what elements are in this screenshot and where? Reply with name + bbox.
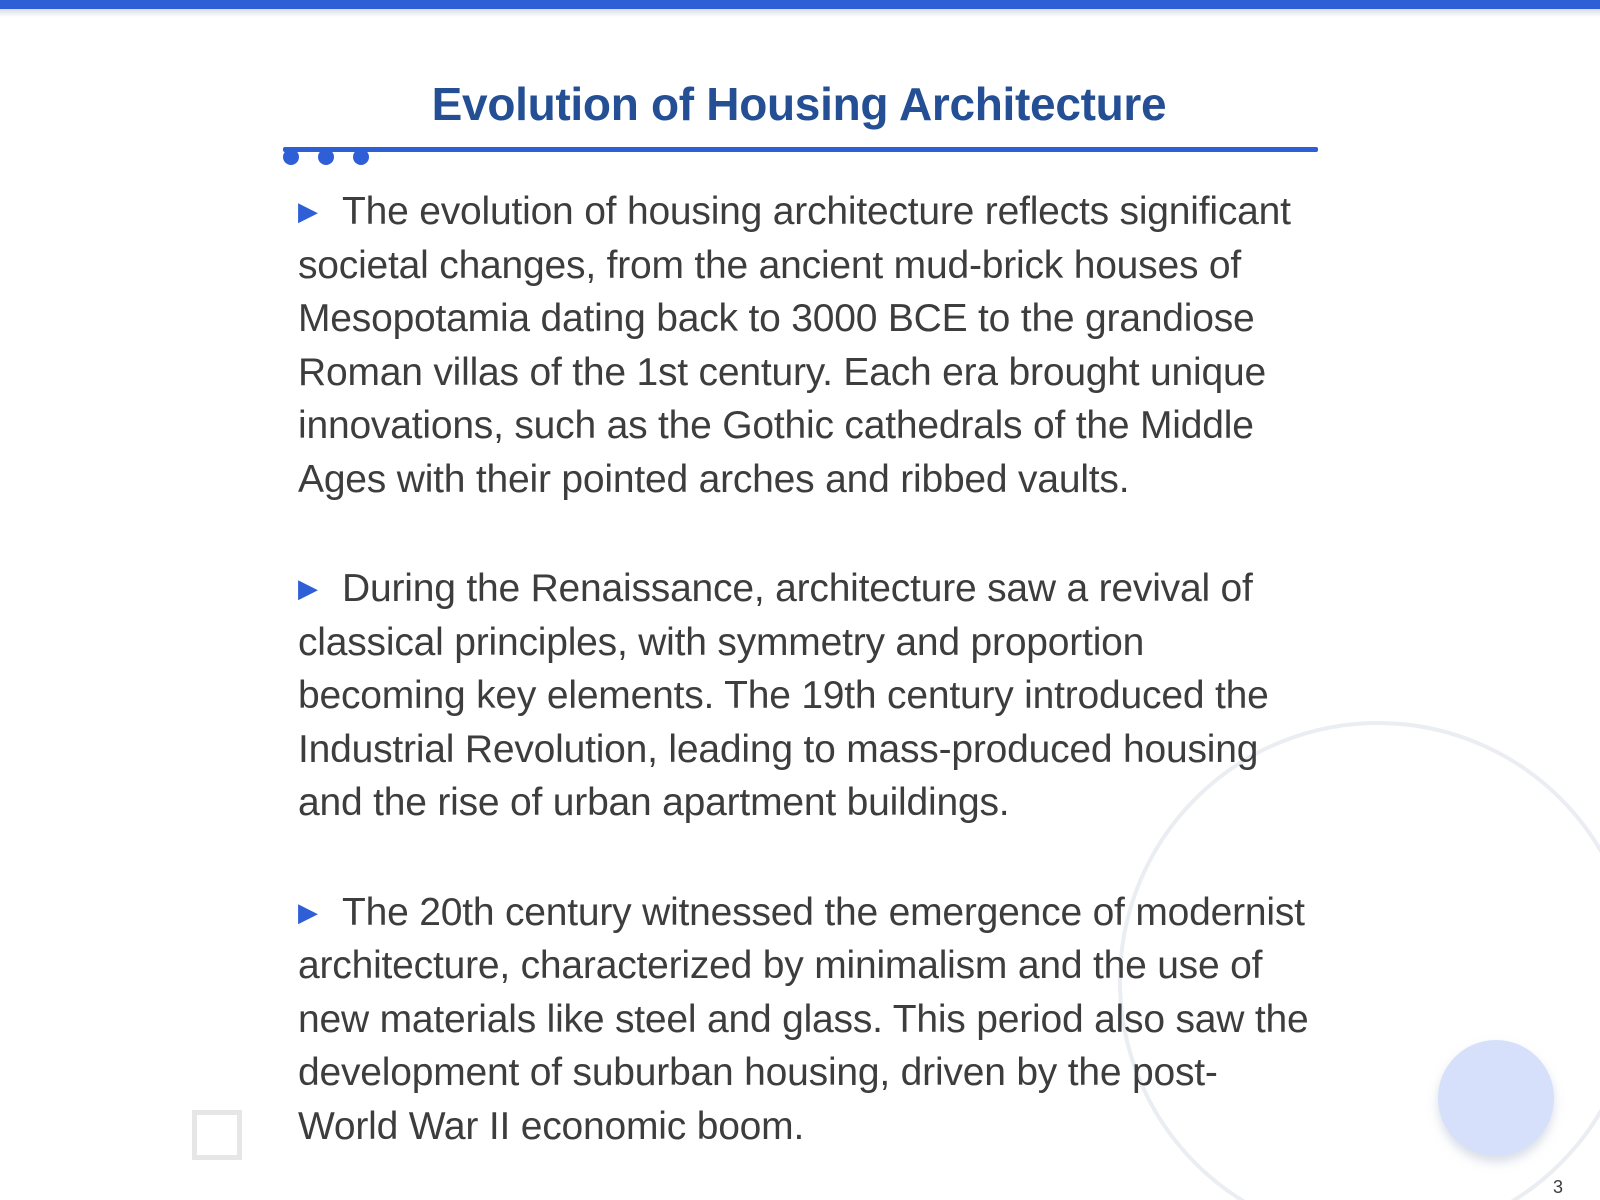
title-underline [283,147,1318,152]
underline-dot [318,149,334,165]
page-number: 3 [1553,1177,1564,1197]
triangle-bullet-icon: ▶ [298,196,318,226]
bullet-item [298,185,1313,506]
bullet-text: During the Renaissance, architecture saw a revival of classical principles, with symmetry and proportion becoming key elements. The 19th century introduced the Industrial Revolution, leading to mass-produced housing and the rise of urban apartment buildings. [298,567,1269,824]
bullet-text: The evolution of housing architecture reflects significant societal changes, from the ancient mud-brick houses of Mesopotamia dating back to 3000 BCE to the grandiose Roman villas of the 1st century. Each era brought unique innovations, such as the Gothic cathedrals of the Middle Ages with their pointed arches and ribbed vaults. [298,190,1291,501]
top-bar-shadow [0,9,1600,17]
triangle-bullet-icon: ▶ [298,573,318,603]
triangle-bullet-icon: ▶ [298,896,318,927]
bullet-list [298,185,1313,1200]
decorative-circle [1438,1040,1554,1156]
underline-dot [283,149,299,165]
slide-title: Evolution of Housing Architecture [431,78,1167,130]
decorative-square [192,1110,242,1160]
underline-dot [353,149,369,165]
bullet-item [298,886,1313,1154]
bullet-text: The 20th century witnessed the emergence of modernist architecture, characterized by minimalism and the use of new materials like steel and glass. This period also saw the development of suburban housing, driven by the post-World War II economic boom. [298,890,1309,1148]
bullet-item [298,562,1313,830]
top-accent-bar [0,0,1600,9]
